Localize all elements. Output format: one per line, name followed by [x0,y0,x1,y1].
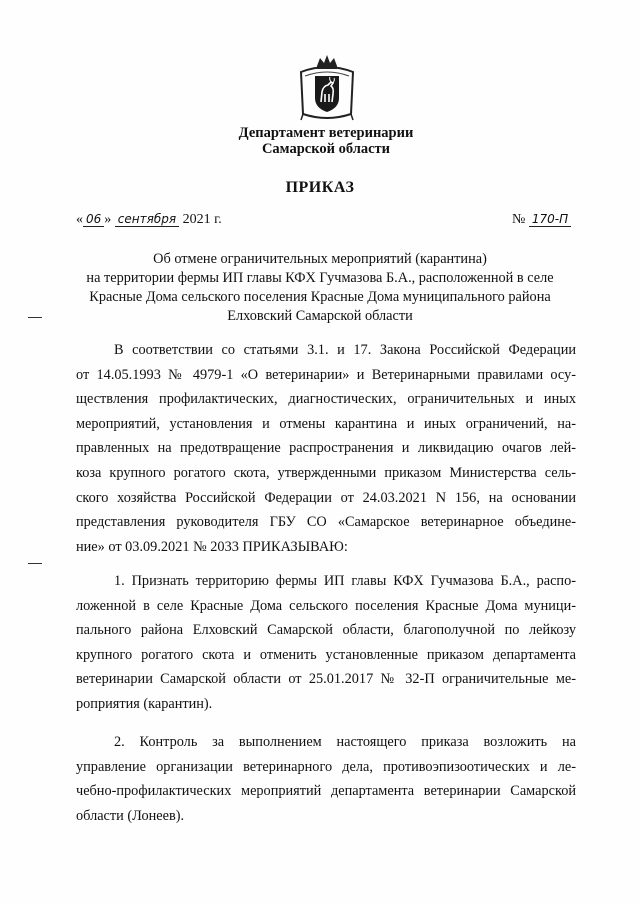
preamble-paragraph [76,338,576,559]
department-name-line2: Самарской области [261,141,391,157]
margin-mark [28,563,42,564]
text-line: роприятия (карантин). [76,695,213,712]
date-month: сентября [115,212,179,227]
text-line: ние» от 03.09.2021 № 2033 ПРИКАЗЫВАЮ: [76,538,348,555]
text-line: ского хозяйства Российской Федерации от 24.03.2021 N 156, на основании [76,489,576,506]
text-line: ществления профилактических, диагностических, ограничительных и иных [76,391,576,408]
coat-of-arms-icon [295,52,359,124]
number-value: 170-П [529,212,571,227]
text-line: 1. Признать территорию фермы ИП главы КФХ Гучмазова Б.А., распо- [114,573,576,589]
order-date [76,212,222,228]
text-line: области (Лонеев). [76,807,185,824]
margin-mark [28,317,42,318]
number-prefix: № [512,212,526,227]
order-subject [60,250,580,326]
date-day: 06 [83,212,104,227]
text-line: 2. Контроль за выполнением настоящего приказа возложить на [114,734,576,750]
text-line: управление организации ветеринарного дела, противоэпизоотических и ле- [76,758,576,775]
subject-line: на территории фермы ИП главы КФХ Гучмазова Б.А., расположенной в селе [86,270,554,286]
subject-line: Елховский Самарской области [227,308,413,324]
text-line: правленных на предотвращение распространения и ликвидацию очагов лей- [76,440,576,457]
text-line: коза крупного рогатого скота, утвержденными приказом Министерства сель- [76,464,576,481]
text-line: крупного рогатого скота и отменить установленные приказом департамента [76,646,576,663]
text-line: пального района Елховский Самарской области, благополучной по лейкозу [76,622,576,639]
department-name-line1: Департамент ветеринарии [238,125,414,141]
order-item-1 [76,569,576,717]
text-line: мероприятий, установления и отмены карантина и иных ограничений, на- [76,415,576,432]
text-line: ложенной в селе Красные Дома сельского поселения Красные Дома муници- [76,597,576,614]
date-open-quote: « [76,212,83,227]
subject-line: Об отмене ограничительных мероприятий (карантина) [153,251,487,267]
order-item-2 [76,730,576,828]
text-line: представления руководителя ГБУ СО «Самарское ветеринарное объедине- [76,514,576,531]
text-line: чебно-профилактических мероприятий департамента ветеринарии Самарской [76,783,576,800]
date-year: 2021 г. [182,212,222,227]
order-number [512,212,571,228]
text-line: ветеринарии Самарской области от 25.01.2017 № 32-П ограничительные ме- [76,671,576,688]
text-line: от 14.05.1993 № 4979-1 «О ветеринарии» и Ветеринарными правилами осу- [76,366,576,383]
document-title: ПРИКАЗ [285,179,355,196]
date-close-quote: » [104,212,112,227]
text-line: В соответствии со статьями 3.1. и 17. Закона Российской Федерации [114,342,576,358]
subject-line: Красные Дома сельского поселения Красные Дома муниципального района [89,289,551,305]
